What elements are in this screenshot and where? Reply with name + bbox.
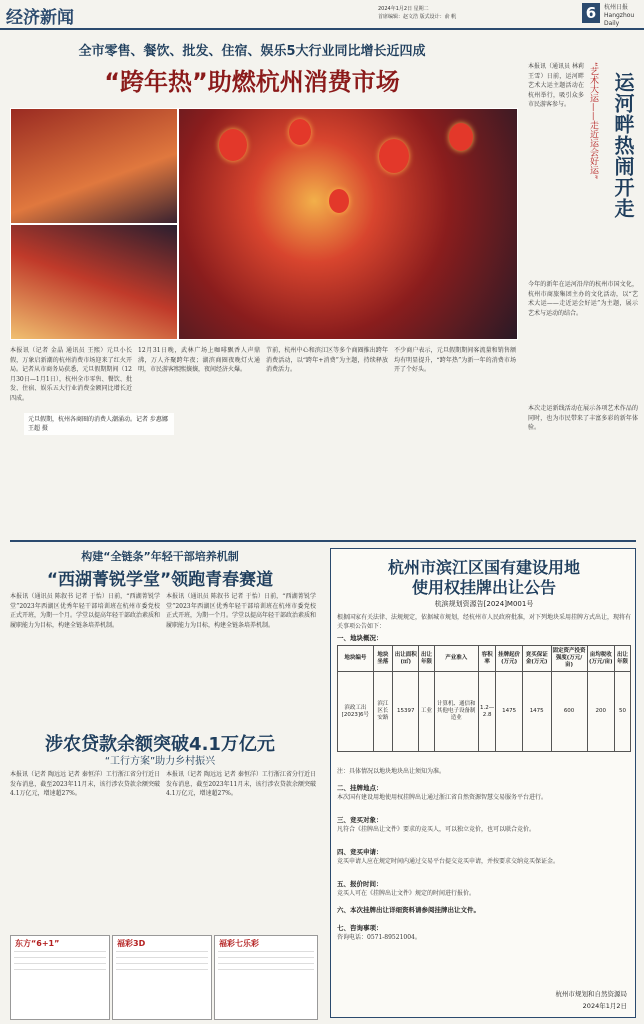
table-cell: 1475 xyxy=(522,672,551,752)
table-header-cell: 竞买保证金(万元) xyxy=(522,646,551,672)
newspaper-logo: 杭州日报 Hangzhou Daily xyxy=(604,4,635,27)
table-cell: 工业 xyxy=(419,672,434,752)
header-meta: 2024年1月2日 星期二 首席编辑：赵文浩 版式设计：俞 帆 xyxy=(378,6,457,20)
photo-caption: 元旦假期，杭州各商圈的消费人潮涌动。记者 步惠娜 王超 摄 xyxy=(24,413,174,435)
table-header-cell: 地块编号 xyxy=(338,646,374,672)
section-heading-1: 一、地块概况： xyxy=(337,634,383,642)
section-body-4: 竞买申请人应在规定时间内通过交易平台提交竞买申请，并按要求交纳竞买保证金。 xyxy=(337,858,560,865)
section-heading-6: 六、本次挂牌出让详细资料请参阅挂牌出让文件。 xyxy=(337,906,480,914)
mid-title: “西湖菁锐学堂”领跑青春赛道 xyxy=(46,570,274,590)
mid-body-cont: 本报讯（通讯员 陈叙书 记者 于怡）日前，“西湖菁锐学堂”2023年西湖区优秀年轻干部培训班在杭州市委党校正式开班，为期一个月。学堂以提高年轻干部政治素质和履职能力为目标，构建全链条培养机制。 xyxy=(166,593,317,629)
announcement-title-2: 使用权挂牌出让公告 xyxy=(411,578,556,597)
table-header-cell: 挂牌起价(万元) xyxy=(496,646,523,672)
section-body-5: 竞买人可在《挂牌出让文件》规定的时间进行报价。 xyxy=(337,890,476,897)
side-body-1: 本报讯（通讯员 林莉 王雪）日前，运河畔艺术大运主题活动在杭州举行，吸引众多市民游客参与。 xyxy=(528,63,584,108)
table-header-cell: 出让面积(㎡) xyxy=(393,646,419,672)
land-announcement xyxy=(330,548,636,1018)
photo-lanterns xyxy=(178,108,518,340)
table-header-cell: 容积率 xyxy=(478,646,495,672)
table-header-cell: 地块坐落 xyxy=(373,646,392,672)
side-subtitle: “艺术大运——走近运会好运” xyxy=(588,62,598,180)
land-table xyxy=(337,645,631,752)
table-cell: 1.2—2.8 xyxy=(478,672,495,752)
section-body-7: 咨询电话：0571-89521004。 xyxy=(337,934,421,941)
section-heading-2: 二、挂牌地点： xyxy=(337,784,383,792)
loan-body-cont: 本报讯（记者 陶远远 记者 秦恒洋）工行浙江省分行近日发布消息，截至2023年11月末，该行涉农贷款余额突破4.1万亿元，增速超27%。 xyxy=(166,771,316,797)
lead-kicker: 全市零售、餐饮、批发、住宿、娱乐5大行业同比增长近四成 xyxy=(78,44,426,59)
section-divider xyxy=(10,540,636,542)
table-cell: 滨政工出[2023]6号 xyxy=(338,672,374,752)
table-cell: 50 xyxy=(614,672,630,752)
mid-body: 本报讯（通讯员 陈叙书 记者 于怡）日前，“西湖菁锐学堂”2023年西湖区优秀年轻干部培训班在杭州市委党校正式开班，为期一个月。学堂以提高年轻干部政治素质和履职能力为目标，构建全链条培养机制。 xyxy=(10,593,161,629)
section-body-3: 凡符合《挂牌出让文件》要求的竞买人，可以独立竞价，也可以联合竞价。 xyxy=(337,826,536,833)
announcement-title-1: 杭州市滨江区国有建设用地 xyxy=(387,558,580,577)
lead-body-1: 本报讯（记者 金晶 通讯员 王熙）元旦小长假，万象启新潮的杭州消费市场迎来了红火开局。记者从市商务局获悉，元旦假期期间（12月30日—1月1日），杭州全市零售、餐饮、批发、住宿、娱乐五大行业消费金额同比增长近四成。 xyxy=(10,347,132,402)
table-cell: 600 xyxy=(551,672,587,752)
table-header-cell: 亩均税收(万元/亩) xyxy=(587,646,614,672)
mid-kicker: 构建“全链条”年轻干部培养机制 xyxy=(81,550,239,563)
section-title: 经济新闻 xyxy=(6,8,74,28)
table-note: 注：具体情况以地块地块出让须知为准。 xyxy=(337,768,446,775)
table-cell: 200 xyxy=(587,672,614,752)
section-heading-5: 五、报价时间： xyxy=(337,880,383,888)
page-number: 6 xyxy=(582,3,600,23)
table-cell: 1475 xyxy=(496,672,523,752)
table-cell: 计算机、通信和其他电子设备制造业 xyxy=(434,672,478,752)
section-body-2: 本次国有建设用地使用权挂牌出让通过浙江省自然资源智慧交易服务平台进行。 xyxy=(337,794,548,801)
table-header-cell: 出让年限 xyxy=(419,646,434,672)
side-body-3: 本次走运新线活动在展示各项艺术作品的同时，也为市民带来了丰富多彩的新年体验。 xyxy=(528,405,638,431)
section-heading-3: 三、竞买对象： xyxy=(337,816,383,824)
section-heading-4: 四、竞买申请： xyxy=(337,848,383,856)
loan-subtitle: “工行方案”助力乡村振兴 xyxy=(104,756,216,767)
table-cell: 15397 xyxy=(393,672,419,752)
issuer: 杭州市规划和自然资源局 xyxy=(555,990,627,998)
section-heading-7: 七、咨询事项： xyxy=(337,924,383,932)
lottery-box-1: 东方“6+1” xyxy=(10,935,110,1020)
photo-street-night xyxy=(10,108,178,224)
announcement-number: 杭滨规划资源告[2024]M001号 xyxy=(434,600,534,608)
page-header xyxy=(0,0,644,30)
lead-title: “跨年热”助燃杭州消费市场 xyxy=(104,68,400,96)
lottery-box-2: 福彩3D xyxy=(112,935,212,1020)
side-body-2: 今年的新年在运河沿岸的杭州市国文化，杭州市商旅集团主办的文化活动，以“艺术大运——走近运会好运”为主题，展示艺术与运动的结合。 xyxy=(528,281,638,317)
table-cell: 滨江区长安路 xyxy=(373,672,392,752)
lead-body-3: 节前，杭州中心和滨江区等多个商圈推出跨年消费活动，以“跨年+消费”为主题，持续释放消费活力。 xyxy=(266,347,388,373)
issue-date: 2024年1月2日 xyxy=(582,1002,627,1010)
side-title: 运河畔热闹开走 xyxy=(611,72,635,219)
announcement-intro: 根据国家有关法律、法规规定，依据城市规划，经杭州市人民政府批准，对下列地块采用挂牌方式出让，现将有关事项公告如下： xyxy=(337,614,632,630)
loan-body: 本报讯（记者 陶远远 记者 秦恒洋）工行浙江省分行近日发布消息，截至2023年11月末，该行涉农贷款余额突破4.1万亿元，增速超27%。 xyxy=(10,771,160,797)
lead-body-2: 12月31日晚，武林广场上咖啡飘香人声鼎沸，万人齐聚跨年夜；湖滨商圈夜晚灯火通明，市民游客熙熙攘攘，夜间经济火爆。 xyxy=(138,347,260,373)
lottery-box-3: 福彩七乐彩 xyxy=(214,935,318,1020)
table-header-cell: 产业准入 xyxy=(434,646,478,672)
lead-body-4: 不少商户表示，元旦假期期间客流量和销售额均有明显提升，“跨年热”为新一年的消费市场开了个好头。 xyxy=(394,347,516,373)
loan-title: 涉农贷款余额突破4.1万亿元 xyxy=(45,734,275,755)
photo-crowd xyxy=(10,224,178,340)
table-header-cell: 固定资产投资强度(万元/亩) xyxy=(551,646,587,672)
table-header-cell: 出让年限 xyxy=(614,646,630,672)
